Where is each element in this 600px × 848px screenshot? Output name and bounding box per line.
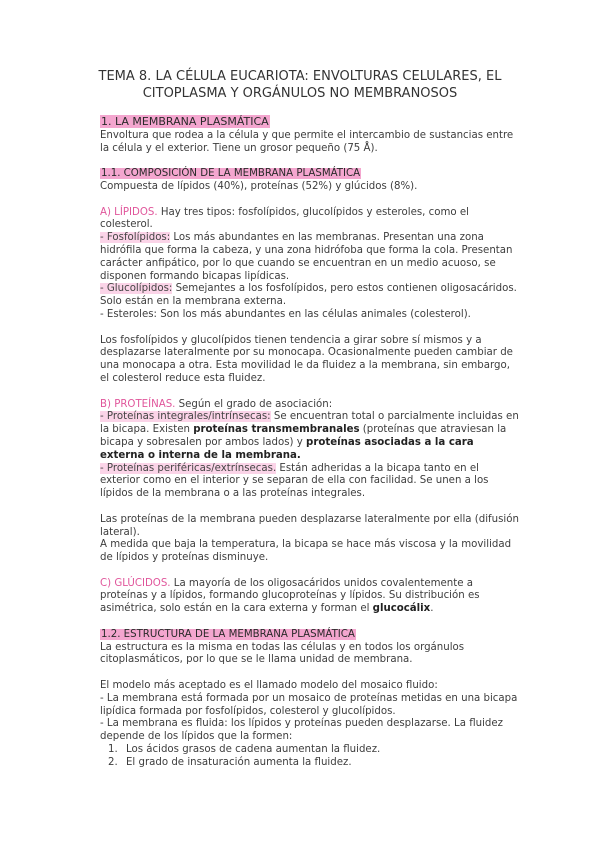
document-body <box>100 116 520 770</box>
composicion-text: Compuesta de lípidos (40%), proteínas (52%) y glúcidos (8%). <box>100 180 418 192</box>
document-title <box>60 68 540 102</box>
integrales-paragraph: - Proteínas integrales/intrínsecas: Se encuentran total o parcialmente incluidas en la bicapa. Existen proteínas transmembranales (proteínas que atraviesan la bicapa y sobresalen por ambos lados) y proteínas asociadas a la cara externa o interna de la membrana. <box>100 411 519 461</box>
title-line-1: TEMA 8. LA CÉLULA EUCARIOTA: ENVOLTURAS CELULARES, EL <box>98 69 502 84</box>
list-item: 1. Los ácidos grasos de cadena aumentan la fluidez. <box>108 744 381 756</box>
esteroles-paragraph: - Esteroles: Son los más abundantes en las células animales (colesterol). <box>100 308 471 320</box>
title-line-2: CITOPLASMA Y ORGÁNULOS NO MEMBRANOSOS <box>142 86 458 101</box>
integrales-label: - Proteínas integrales/intrínsecas: <box>100 411 271 423</box>
fosfolipidos-label: - Fosfolípidos: <box>100 232 171 244</box>
modelo-bullet-1: - La membrana está formada por un mosaico de proteínas metidas en una bicapa lipídica formada por fosfolípidos, colesterol y glucolípidos. <box>100 692 518 717</box>
perifericas-label: - Proteínas periféricas/extrínsecas. <box>100 462 277 474</box>
lipidos-movilidad-paragraph: Los fosfolípidos y glucolípidos tienen tendencia a girar sobre sí mismos y a desplazarse lateralmente por su monocapa. Ocasionalmente pueden cambiar de una monocapa a otra. Esta movilidad le da fluidez a la membrana, sin embargo, el colesterol reduce esta fluidez. <box>100 334 513 384</box>
glucocalix-term: glucocálix <box>372 603 431 615</box>
estructura-text: La estructura es la misma en todas las células y en todos los orgánulos citoplasmáticos, por lo que se le llama unidad de membrana. <box>100 641 465 666</box>
section-heading-membrana: 1. LA MEMBRANA PLASMÁTICA <box>101 115 269 128</box>
glucolipidos-label: - Glucolípidos: <box>100 283 173 295</box>
difusion-lateral-paragraph: Las proteínas de la membrana pueden desplazarse lateralmente por ella (difusión lateral). <box>100 513 519 538</box>
proteinas-label: B) PROTEÍNAS. <box>100 398 176 410</box>
proteinas-paragraph: B) PROTEÍNAS. Según el grado de asociación: <box>100 398 333 410</box>
section-heading-composicion: 1.1. COMPOSICIÓN DE LA MEMBRANA PLASMÁTICA <box>101 168 361 180</box>
glucidos-label: C) GLÚCIDOS. <box>100 577 171 589</box>
section-heading-estructura: 1.2. ESTRUCTURA DE LA MEMBRANA PLASMÁTICA <box>101 628 355 640</box>
list-item: 2. El grado de insaturación aumenta la fluidez. <box>108 756 352 768</box>
fosfolipidos-paragraph: - Fosfolípidos: Los más abundantes en las membranas. Presentan una zona hidrófila que forma la cabeza, y una zona hidrófoba que forma la cola. Presentan carácter anfipático, por lo que cuando se encuentran en un medio acuoso, se disponen formando bicapas lipídicas. <box>100 232 513 282</box>
modelo-bullet-2: - La membrana es fluida: los lípidos y proteínas pueden desplazarse. La fluidez depende de los lípidos que la formen: <box>100 718 503 743</box>
glucidos-paragraph: C) GLÚCIDOS. La mayoría de los oligosacáridos unidos covalentemente a proteínas y a lípidos, formando glucoproteínas y lípidos. Su distribución es asimétrica, solo están en la cara externa y forman el glucocálix. <box>100 577 480 615</box>
lipidos-label: A) LÍPIDOS. <box>100 206 158 218</box>
temperatura-paragraph: A medida que baja la temperatura, la bicapa se hace más viscosa y la movilidad de lípidos y proteínas disminuye. <box>100 539 512 564</box>
lipidos-paragraph: A) LÍPIDOS. Hay tres tipos: fosfolípidos, glucolípidos y esteroles, como el colesterol. <box>100 206 469 231</box>
glucolipidos-paragraph: - Glucolípidos: Semejantes a los fosfolípidos, pero estos contienen oligosacáridos. Solo están en la membrana externa. <box>100 283 517 308</box>
modelo-intro: El modelo más aceptado es el llamado modelo del mosaico fluido: <box>100 680 438 692</box>
fluidez-list <box>100 744 520 770</box>
perifericas-paragraph: - Proteínas periféricas/extrínsecas. Están adheridas a la bicapa tanto en el exterior como en el interior y se separan de ella con facilidad. Se unen a los lípidos de la membrana o a las proteínas integrales. <box>100 462 489 500</box>
membrana-definition: Envoltura que rodea a la célula y que permite el intercambio de sustancias entre la célula y el exterior. Tiene un grosor pequeño (75 Å). <box>100 129 514 154</box>
